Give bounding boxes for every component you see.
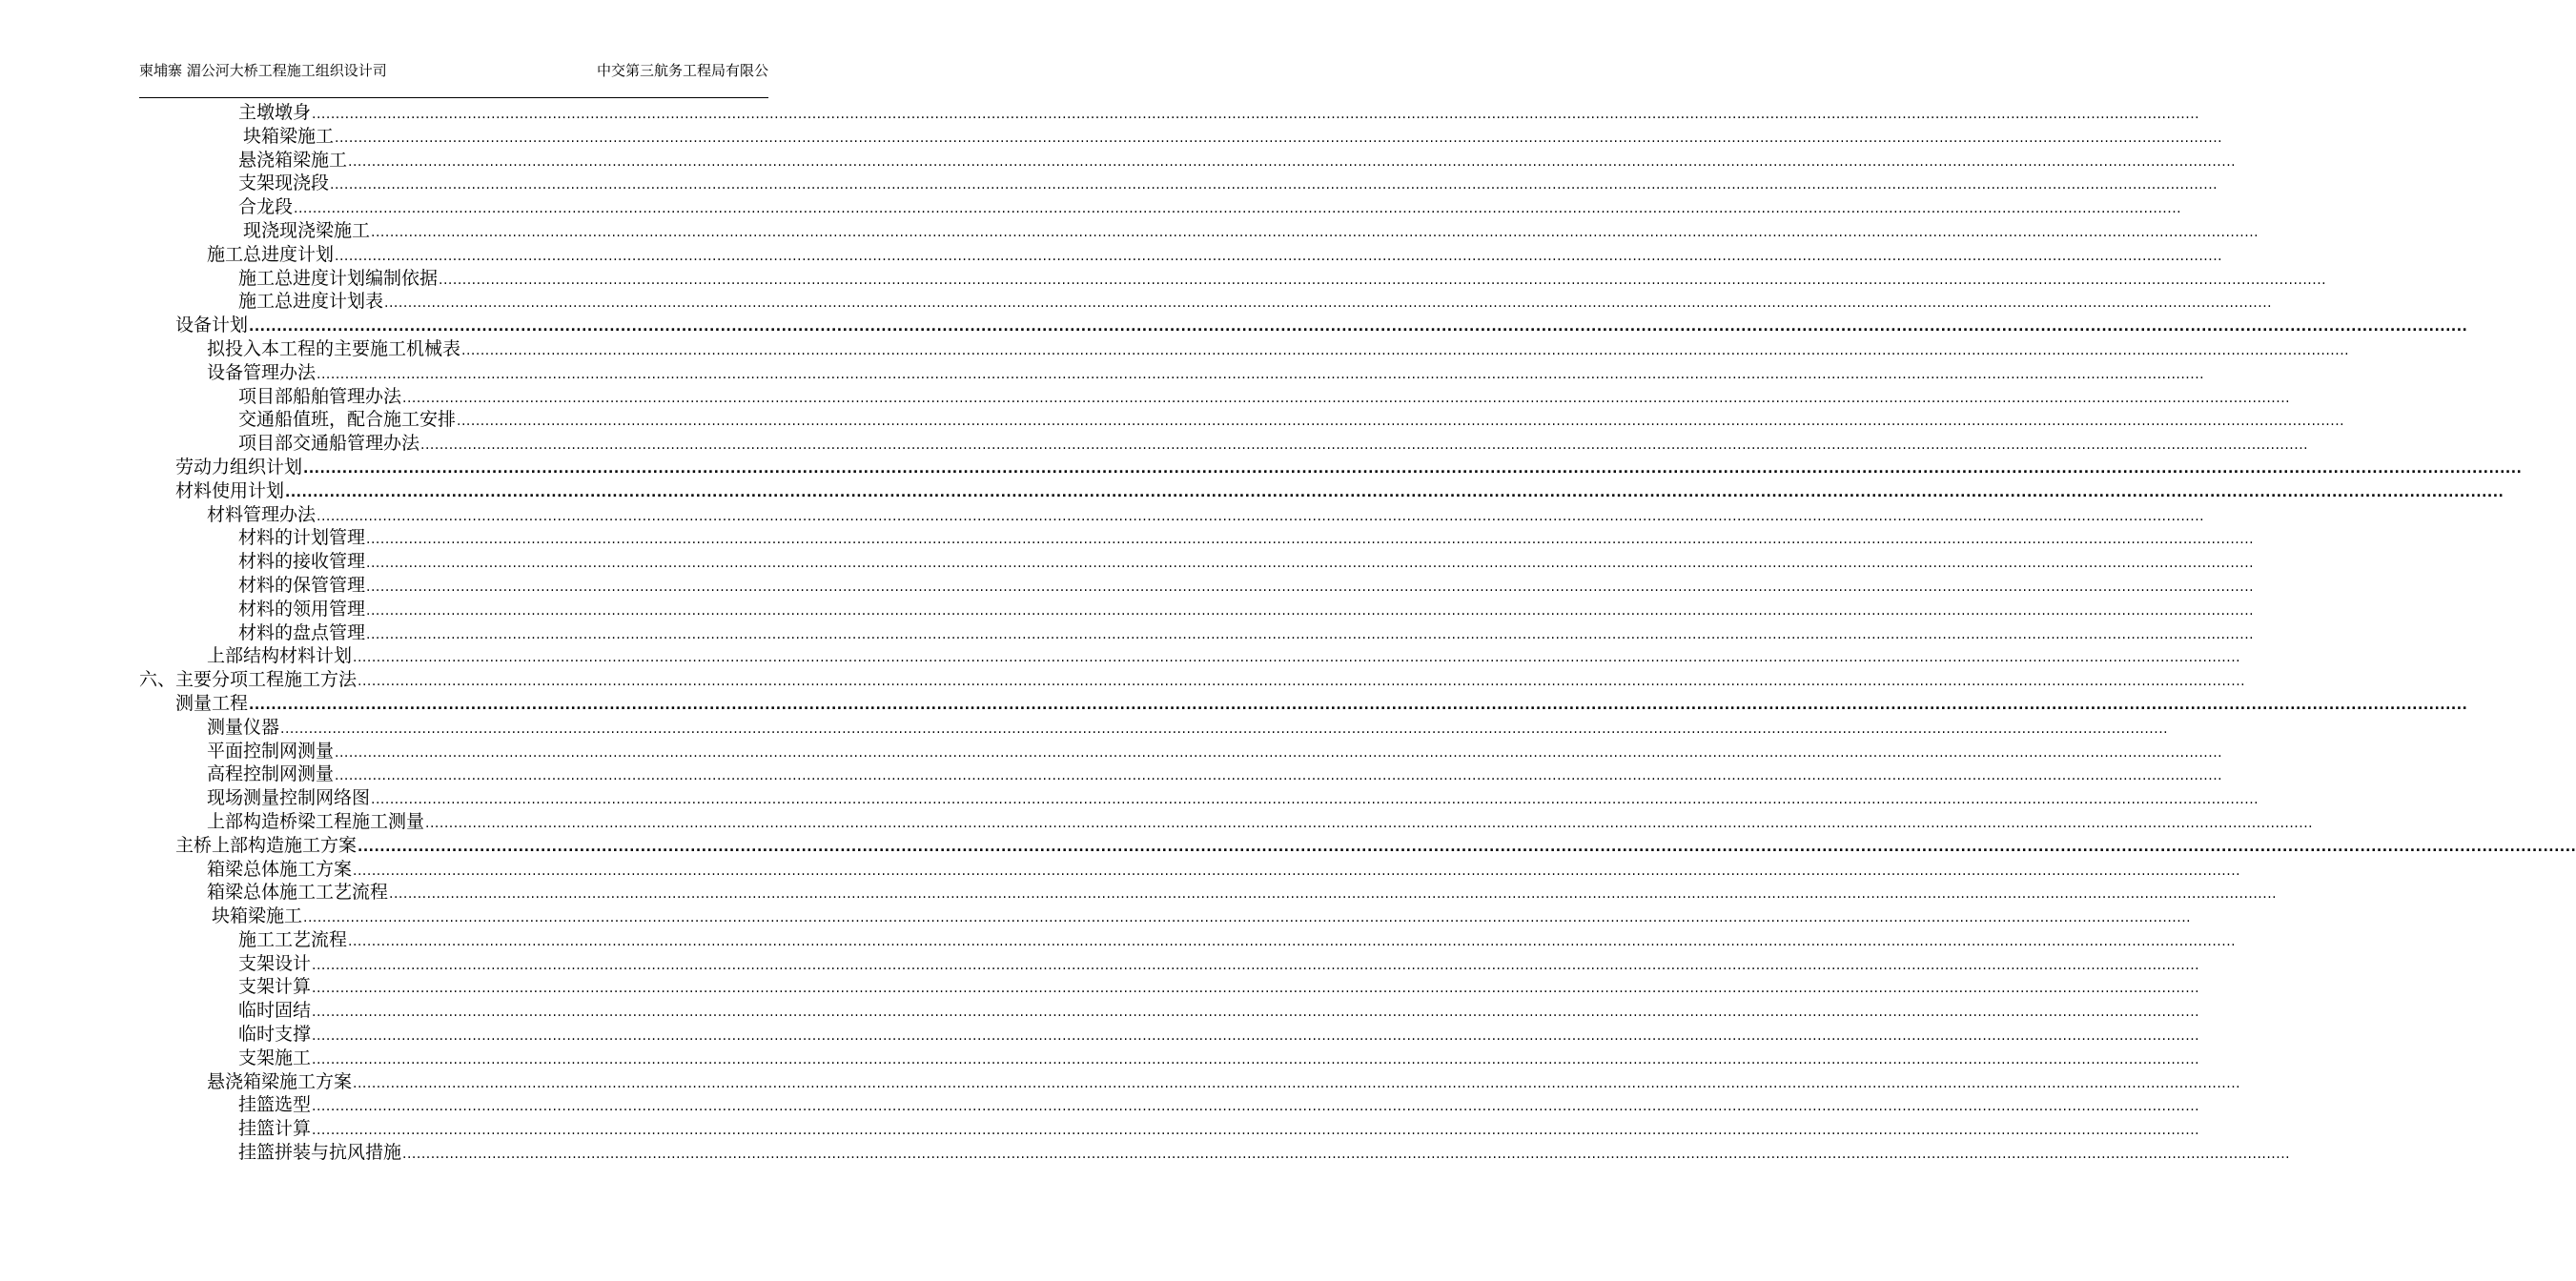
toc-dot-leader: ................................................................................................................................................................................................................................................................................................................................................................................................................ bbox=[335, 744, 2223, 761]
toc-entry[interactable] bbox=[139, 361, 2205, 385]
toc-entry-label: 临时支撑 bbox=[238, 1024, 312, 1046]
toc-entry-label: 合龙段 bbox=[238, 196, 294, 218]
toc-entry[interactable] bbox=[139, 456, 2523, 479]
toc-entry[interactable] bbox=[139, 385, 2291, 409]
toc-entry-label: 劳动力组织计划 bbox=[175, 456, 303, 478]
toc-entry-label: 平面控制网测量 bbox=[207, 740, 335, 762]
toc-dot-leader: ................................................................................................................................................................................................................................................................................................................................................................................................................ bbox=[353, 1075, 2241, 1091]
toc-entry[interactable] bbox=[139, 905, 2192, 928]
toc-dot-leader: ................................................................................................................................................................................................................................................................................................................................................................................................................ bbox=[439, 272, 2327, 288]
toc-dot-leader: ................................................................................................................................................................................................................................................................................................................................................................................................................ bbox=[294, 201, 2182, 217]
toc-entry-label: 材料使用计划 bbox=[175, 479, 285, 501]
toc-entry-label: 支架设计 bbox=[238, 952, 312, 974]
toc-dot-leader: ................................................................................................................................................................................................................................................................................................................................................................................................................ bbox=[366, 532, 2255, 548]
toc-entry-label: 交通船值班，配合施工安排 bbox=[238, 409, 457, 431]
toc-dot-leader: ................................................................................................................................................................................................................................................................................................................................................................................................................ bbox=[312, 1005, 2200, 1021]
toc-entry[interactable] bbox=[139, 1141, 2291, 1165]
toc-dot-leader: ................................................................................................................................................................................................................................................................................................................................................................................................................ bbox=[335, 248, 2223, 264]
toc-entry-label: 现场测量控制网络图 bbox=[207, 787, 371, 809]
toc-dot-leader: ................................................................................................................................................................................................................................................................................................................................................................................................................ bbox=[249, 697, 2468, 713]
toc-entry[interactable] bbox=[139, 881, 2278, 905]
toc-entry-label: 悬浇箱梁施工 bbox=[238, 149, 348, 171]
toc-entry-label: 支架施工 bbox=[238, 1047, 312, 1068]
toc-entry[interactable] bbox=[139, 762, 2223, 786]
toc-dot-leader: ................................................................................................................................................................................................................................................................................................................................................................................................................ bbox=[366, 579, 2255, 595]
toc-dot-leader: ................................................................................................................................................................................................................................................................................................................................................................................................................ bbox=[280, 721, 2169, 737]
toc-entry[interactable] bbox=[139, 550, 2255, 574]
toc-entry-label: 挂篮选型 bbox=[238, 1094, 312, 1116]
toc-entry[interactable] bbox=[139, 716, 2169, 740]
toc-entry-label: 高程控制网测量 bbox=[207, 763, 335, 785]
toc-entry-label: 现浇现浇梁施工 bbox=[243, 219, 371, 241]
toc-dot-leader: ................................................................................................................................................................................................................................................................................................................................................................................................................ bbox=[348, 153, 2237, 170]
toc-entry[interactable] bbox=[139, 1047, 2200, 1070]
header-document-title: 柬埔寨 湄公河大桥工程施工组织设计司 bbox=[139, 62, 387, 79]
table-of-contents bbox=[139, 101, 2576, 1165]
toc-dot-leader: ................................................................................................................................................................................................................................................................................................................................................................................................................ bbox=[312, 1051, 2200, 1068]
toc-entry-label: 设备计划 bbox=[175, 315, 249, 336]
toc-entry[interactable] bbox=[139, 858, 2241, 882]
toc-entry[interactable] bbox=[139, 290, 2273, 314]
toc-dot-leader: ................................................................................................................................................................................................................................................................................................................................................................................................................ bbox=[366, 602, 2255, 619]
toc-dot-leader: ................................................................................................................................................................................................................................................................................................................................................................................................................ bbox=[312, 1123, 2200, 1139]
toc-entry[interactable] bbox=[139, 999, 2200, 1023]
toc-entry-label: 临时固结 bbox=[238, 1000, 312, 1022]
toc-entry[interactable] bbox=[139, 1117, 2200, 1141]
toc-entry[interactable] bbox=[139, 172, 2218, 195]
toc-entry[interactable] bbox=[139, 692, 2468, 716]
toc-entry[interactable] bbox=[139, 621, 2255, 645]
toc-entry[interactable] bbox=[139, 975, 2200, 999]
toc-entry-label: 设备管理办法 bbox=[207, 361, 317, 383]
toc-entry[interactable] bbox=[139, 574, 2255, 598]
toc-dot-leader: ................................................................................................................................................................................................................................................................................................................................................................................................................ bbox=[366, 556, 2255, 572]
toc-entry-label: 施工工艺流程 bbox=[238, 928, 348, 950]
toc-dot-leader: ................................................................................................................................................................................................................................................................................................................................................................................................................ bbox=[461, 342, 2350, 358]
toc-entry[interactable] bbox=[139, 243, 2223, 267]
toc-dot-leader: ................................................................................................................................................................................................................................................................................................................................................................................................................ bbox=[312, 1099, 2200, 1115]
toc-entry-label: 材料的保管管理 bbox=[238, 574, 366, 596]
toc-entry-label: 上部结构材料计划 bbox=[207, 645, 353, 667]
toc-entry-label: 悬浇箱梁施工方案 bbox=[207, 1070, 353, 1092]
toc-entry[interactable] bbox=[139, 337, 2350, 361]
toc-dot-leader: ................................................................................................................................................................................................................................................................................................................................................................................................................ bbox=[371, 792, 2259, 808]
toc-entry[interactable] bbox=[139, 503, 2205, 527]
toc-dot-leader: ................................................................................................................................................................................................................................................................................................................................................................................................................ bbox=[353, 863, 2241, 879]
toc-entry-label: 挂篮计算 bbox=[238, 1118, 312, 1140]
toc-entry[interactable] bbox=[139, 101, 2200, 125]
toc-entry-label: 块箱梁施工 bbox=[212, 905, 303, 927]
toc-entry[interactable] bbox=[139, 786, 2259, 810]
toc-dot-leader: ................................................................................................................................................................................................................................................................................................................................................................................................................ bbox=[402, 390, 2291, 406]
toc-dot-leader: ................................................................................................................................................................................................................................................................................................................................................................................................................ bbox=[317, 366, 2205, 382]
toc-entry[interactable] bbox=[139, 928, 2237, 952]
toc-dot-leader: ................................................................................................................................................................................................................................................................................................................................................................................................................ bbox=[389, 886, 2278, 903]
toc-entry-label: 块箱梁施工 bbox=[243, 125, 335, 147]
toc-entry-label: 箱梁总体施工工艺流程 bbox=[207, 882, 389, 904]
toc-dot-leader: ................................................................................................................................................................................................................................................................................................................................................................................................................ bbox=[366, 626, 2255, 642]
toc-entry-label: 挂篮拼装与抗风措施 bbox=[238, 1142, 402, 1164]
toc-entry[interactable] bbox=[139, 810, 2314, 834]
toc-entry[interactable] bbox=[139, 740, 2223, 763]
toc-entry-label: 施工总进度计划 bbox=[207, 243, 335, 265]
toc-entry[interactable] bbox=[139, 267, 2327, 291]
toc-entry-label: 项目部船舶管理办法 bbox=[238, 385, 402, 407]
toc-entry-label: 支架计算 bbox=[238, 976, 312, 998]
toc-entry[interactable] bbox=[139, 314, 2468, 337]
toc-dot-leader: ................................................................................................................................................................................................................................................................................................................................................................................................................ bbox=[348, 933, 2237, 949]
page-header bbox=[139, 63, 768, 98]
toc-entry[interactable] bbox=[139, 408, 2345, 432]
toc-dot-leader: ................................................................................................................................................................................................................................................................................................................................................................................................................ bbox=[312, 981, 2200, 997]
toc-dot-leader: ................................................................................................................................................................................................................................................................................................................................................................................................................ bbox=[425, 815, 2314, 831]
toc-dot-leader: ................................................................................................................................................................................................................................................................................................................................................................................................................ bbox=[312, 107, 2200, 122]
toc-dot-leader: ................................................................................................................................................................................................................................................................................................................................................................................................................ bbox=[330, 177, 2218, 193]
toc-entry[interactable] bbox=[139, 644, 2241, 668]
toc-entry-label: 材料的计划管理 bbox=[238, 527, 366, 549]
toc-entry-label: 施工总进度计划表 bbox=[238, 291, 384, 313]
toc-dot-leader: ................................................................................................................................................................................................................................................................................................................................................................................................................ bbox=[457, 414, 2345, 430]
toc-dot-leader: ................................................................................................................................................................................................................................................................................................................................................................................................................ bbox=[353, 650, 2241, 666]
toc-entry[interactable] bbox=[139, 598, 2255, 621]
toc-dot-leader: ................................................................................................................................................................................................................................................................................................................................................................................................................ bbox=[384, 295, 2273, 312]
toc-entry-label: 材料管理办法 bbox=[207, 503, 317, 525]
toc-entry-label: 施工总进度计划编制依据 bbox=[238, 267, 439, 289]
toc-entry[interactable] bbox=[139, 834, 2576, 858]
toc-entry-label: 拟投入本工程的主要施工机械表 bbox=[207, 337, 461, 359]
toc-entry-label: 材料的盘点管理 bbox=[238, 621, 366, 643]
toc-entry-label: 材料的领用管理 bbox=[238, 598, 366, 620]
toc-entry[interactable] bbox=[139, 668, 2246, 692]
toc-entry-label: 测量仪器 bbox=[207, 716, 280, 738]
toc-entry[interactable] bbox=[139, 1093, 2200, 1117]
toc-dot-leader: ................................................................................................................................................................................................................................................................................................................................................................................................................ bbox=[317, 508, 2205, 524]
toc-entry-label: 支架现浇段 bbox=[238, 173, 330, 194]
toc-entry[interactable] bbox=[139, 432, 2309, 456]
toc-entry[interactable] bbox=[139, 479, 2504, 503]
toc-entry[interactable] bbox=[139, 1070, 2241, 1094]
toc-entry-label: 测量工程 bbox=[175, 692, 249, 714]
toc-entry[interactable] bbox=[139, 219, 2259, 243]
toc-entry[interactable] bbox=[139, 526, 2255, 550]
toc-dot-leader: ................................................................................................................................................................................................................................................................................................................................................................................................................ bbox=[303, 910, 2192, 926]
toc-entry[interactable] bbox=[139, 125, 2223, 149]
toc-entry-label: 上部构造桥梁工程施工测量 bbox=[207, 810, 425, 832]
toc-dot-leader: ................................................................................................................................................................................................................................................................................................................................................................................................................ bbox=[371, 224, 2259, 240]
toc-entry[interactable] bbox=[139, 149, 2237, 173]
toc-dot-leader: ................................................................................................................................................................................................................................................................................................................................................................................................................ bbox=[420, 437, 2309, 454]
toc-dot-leader: ................................................................................................................................................................................................................................................................................................................................................................................................................ bbox=[358, 674, 2246, 690]
header-company-name: 中交第三航务工程局有限公 bbox=[596, 62, 768, 79]
toc-dot-leader: ................................................................................................................................................................................................................................................................................................................................................................................................................ bbox=[303, 460, 2523, 477]
toc-entry-label: 主桥上部构造施工方案 bbox=[175, 834, 358, 856]
toc-entry[interactable] bbox=[139, 952, 2200, 976]
toc-entry-label: 箱梁总体施工方案 bbox=[207, 858, 353, 880]
toc-dot-leader: ................................................................................................................................................................................................................................................................................................................................................................................................................ bbox=[335, 768, 2223, 784]
toc-dot-leader: ................................................................................................................................................................................................................................................................................................................................................................................................................ bbox=[358, 839, 2576, 855]
toc-dot-leader: ................................................................................................................................................................................................................................................................................................................................................................................................................ bbox=[249, 319, 2468, 336]
toc-entry[interactable] bbox=[139, 195, 2182, 219]
toc-entry-label: 材料的接收管理 bbox=[238, 551, 366, 573]
toc-entry[interactable] bbox=[139, 1023, 2200, 1047]
toc-dot-leader: ................................................................................................................................................................................................................................................................................................................................................................................................................ bbox=[312, 1028, 2200, 1045]
toc-dot-leader: ................................................................................................................................................................................................................................................................................................................................................................................................................ bbox=[312, 957, 2200, 973]
toc-dot-leader: ................................................................................................................................................................................................................................................................................................................................................................................................................ bbox=[285, 484, 2504, 500]
toc-dot-leader: ................................................................................................................................................................................................................................................................................................................................................................................................................ bbox=[335, 130, 2223, 146]
toc-dot-leader: ................................................................................................................................................................................................................................................................................................................................................................................................................ bbox=[402, 1147, 2291, 1163]
toc-entry-label: 项目部交通船管理办法 bbox=[238, 433, 420, 455]
toc-entry-label: 六、主要分项工程施工方法 bbox=[139, 669, 358, 691]
toc-entry-label: 主墩墩身 bbox=[238, 102, 312, 123]
